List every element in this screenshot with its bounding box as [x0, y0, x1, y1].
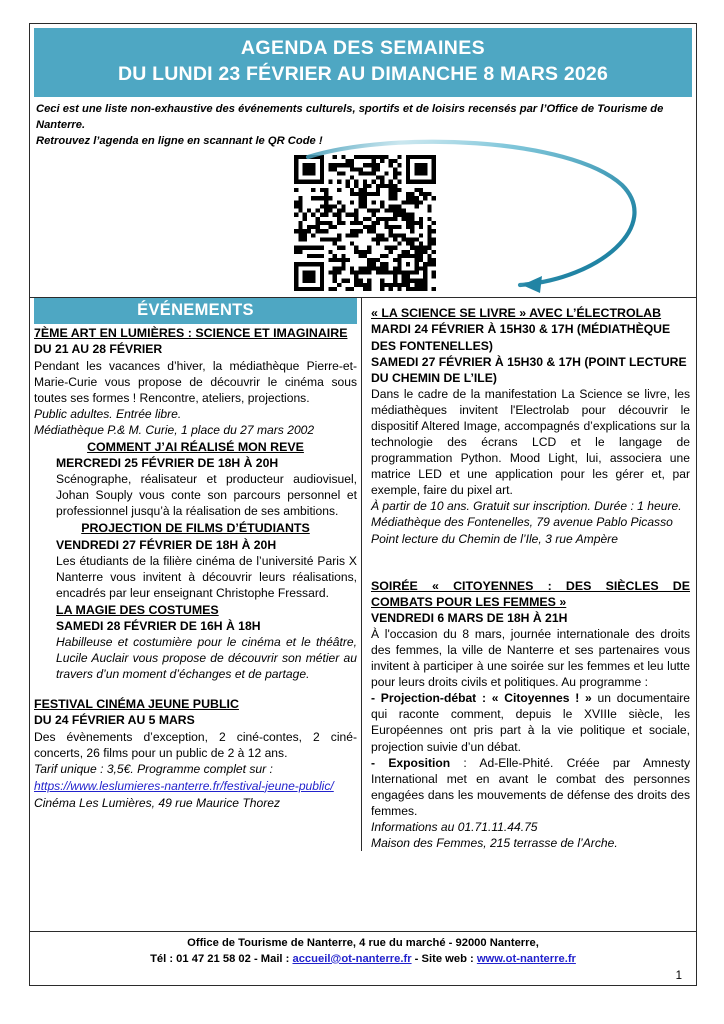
footer-address: Office de Tourisme de Nanterre, 4 rue du marché - 92000 Nanterre,: [187, 936, 539, 949]
event-block: [371, 578, 690, 851]
event-place-2: Point lecture du Chemin de l’Ile, 3 rue Ampère: [371, 531, 618, 546]
event-bullet-1-text: un documentaire qui raconte comment, depuis le XVIIIe siècle, les Européennes ont pris part à la vie politique et sociale, projection suivie d’un débat.: [371, 691, 691, 754]
event-title: FESTIVAL CINÉMA JEUNE PUBLIC: [34, 697, 239, 712]
event-date: MERCREDI 25 FÉVRIER DE 18H À 20H: [56, 456, 279, 471]
event-date: VENDREDI 27 FÉVRIER DE 18H À 20H: [56, 537, 277, 552]
page-title: AGENDA DES SEMAINES: [240, 37, 486, 59]
page-subtitle: DU LUNDI 23 FÉVRIER AU DIMANCHE 8 MARS 2026: [117, 63, 609, 86]
document-page: [29, 23, 697, 986]
page-number: 1: [675, 970, 682, 982]
event-date: SAMEDI 28 FÉVRIER DE 16H À 18H: [56, 618, 261, 633]
event-title: 7ÈME ART EN LUMIÈRES : SCIENCE ET IMAGINAIRE: [34, 326, 348, 341]
event-title: « LA SCIENCE SE LIVRE » AVEC L’ÉLECTROLAB: [371, 306, 662, 321]
intro-text: [30, 97, 696, 150]
event-note: Informations au 01.71.11.44.75: [371, 819, 538, 834]
event-bullet-2-label: - Exposition: [371, 755, 451, 770]
event-note: À partir de 10 ans. Gratuit sur inscription. Durée : 1 heure.: [371, 499, 682, 514]
page-footer: [30, 931, 696, 985]
event-title: PROJECTION DE FILMS D’ÉTUDIANTS: [81, 521, 310, 536]
event-date: DU 24 FÉVRIER AU 5 MARS: [34, 713, 195, 728]
event-description: Pendant les vacances d’hiver, la médiathèque Pierre-et-Marie-Curie vous propose de découvrir le cinéma sous toutes ses formes ! Rencontre, ateliers, projections.: [34, 358, 357, 405]
footer-website-label: - Site web :: [411, 952, 477, 965]
qr-code-icon[interactable]: [294, 155, 436, 291]
event-place: Cinéma Les Lumières, 49 rue Maurice Thorez: [34, 795, 281, 810]
intro-line-2: Retrouvez l’agenda en ligne en scannant le QR Code !: [36, 135, 323, 148]
event-date-2: SAMEDI 27 FÉVRIER À 15H30 & 17H (POINT LECTURE DU CHEMIN DE L’ILE): [371, 354, 687, 385]
event-title: COMMENT J’AI RÉALISÉ MON REVE: [87, 439, 304, 454]
event-block: [34, 602, 357, 682]
event-date: DU 21 AU 28 FÉVRIER: [34, 342, 163, 357]
event-description: Habilleuse et costumière pour le cinéma et le théâtre, Lucile Auclair vous propose de découvrir son métier au travers d’un moment d’échanges et de partage.: [56, 635, 357, 682]
event-title: SOIRÉE « CITOYENNES : DES SIÈCLES DE COMBATS POUR LES FEMMES »: [371, 578, 690, 609]
qr-zone: [30, 149, 696, 297]
event-place: Maison des Femmes, 215 terrasse de l’Arche.: [371, 835, 618, 850]
event-description: À l'occasion du 8 mars, journée internationale des droits des femmes, la ville de Nanterre et ses partenaires vous invitent à participer à une soirée sur les femmes et leu lutte pour leurs droits civils et politiques. Au programme :: [371, 626, 690, 690]
section-header-evenements: ÉVÉNEMENTS: [34, 298, 357, 324]
event-note: Tarif unique : 3,5€. Programme complet sur :: [34, 761, 273, 776]
event-title: LA MAGIE DES COSTUMES: [56, 602, 219, 617]
footer-contact: [30, 951, 696, 967]
footer-phone-label: Tél : 01 47 21 58 02 - Mail :: [150, 952, 293, 965]
event-description: Les étudiants de la filière cinéma de l’université Paris X Nanterre vous invitent à découvrir leurs réalisations, encadrés par leur enseignant Christophe Fressard.: [56, 553, 357, 600]
event-description: Scénographe, réalisateur et producteur audiovisuel, Johan Souply vous conte son parcours personnel et professionnel jusqu’à la réalisation de ses ambitions.: [56, 472, 357, 519]
event-place-1: Médiathèque des Fontenelles, 79 avenue Pablo Picasso: [371, 515, 673, 530]
footer-website-link[interactable]: www.ot-nanterre.fr: [476, 952, 576, 965]
event-date: VENDREDI 6 MARS DE 18H À 21H: [371, 610, 568, 625]
event-block: [34, 520, 357, 600]
header-banner: [34, 28, 692, 97]
event-bullet-1: [371, 690, 690, 754]
event-description: Des évènements d’exception, 2 ciné-contes, 2 ciné-concerts, 26 films pour un public de 2 à 12 ans.: [34, 729, 357, 760]
event-description: Dans le cadre de la manifestation La Science se livre, les médiathèques invitent l'Electrolab pour découvrir le dispositif Altered Image, accompagnés d’explications sur la technologie des écrans LCD et le langage de programmation Python. Mood Light, lui, associera une matrice LED et une application pour les gérer et, par exemple, faire du pixel art.: [371, 386, 690, 498]
event-bullet-2-text: : Ad-Elle-Phité. Créée par Amnesty International met en avant le combat des personnes engagées dans les mouvements de défense des droits des femmes.: [371, 755, 691, 818]
left-column: [30, 298, 362, 851]
event-block: [34, 439, 357, 519]
event-bullet-1-label: - Projection-débat: [371, 691, 477, 706]
right-column: [362, 298, 696, 851]
event-place: Médiathèque P.& M. Curie, 1 place du 27 mars 2002: [34, 422, 315, 437]
event-link[interactable]: https://www.leslumieres-nanterre.fr/festival-jeune-public/: [34, 778, 334, 793]
event-block: [34, 696, 357, 811]
event-date-1: MARDI 24 FÉVRIER À 15H30 & 17H (MÉDIATHÈQUE DES FONTENELLES): [371, 322, 671, 353]
event-bullet-2: [371, 755, 690, 819]
event-bullet-1-title: « Citoyennes ! »: [491, 691, 592, 706]
event-note: Public adultes. Entrée libre.: [34, 406, 182, 421]
content-columns: [30, 297, 696, 851]
footer-email-link[interactable]: accueil@ot-nanterre.fr: [292, 952, 412, 965]
event-bullet-1-sep: :: [476, 691, 492, 706]
intro-line-1: Ceci est une liste non-exhaustive des événements culturels, sportifs et de loisirs recensés par l’Office de Tourisme de Nanterre.: [36, 102, 664, 131]
event-block: [371, 305, 690, 546]
event-block: [34, 325, 357, 438]
